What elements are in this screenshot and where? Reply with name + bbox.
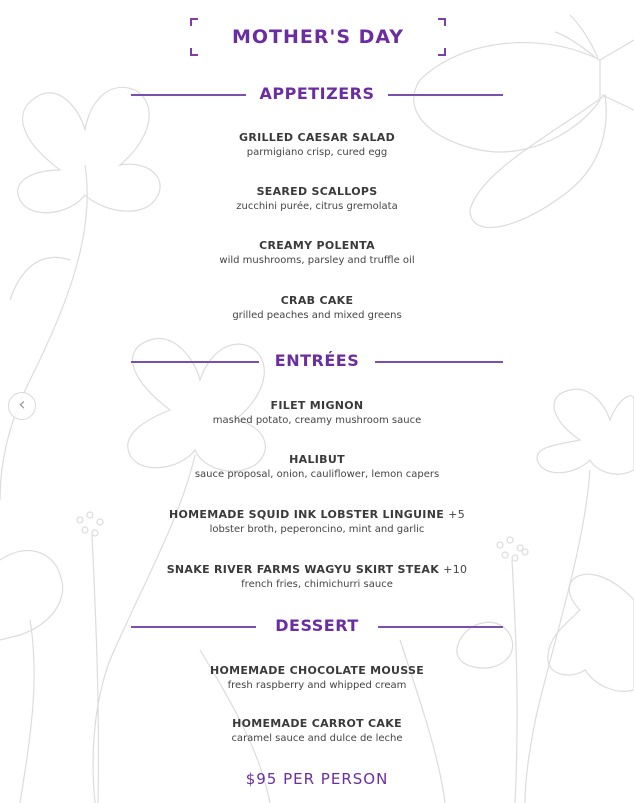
title-frame [190, 18, 446, 56]
section-title: DESSERT [275, 616, 359, 635]
menu-item [0, 508, 634, 536]
chevron-left-icon: ‹ [18, 394, 26, 415]
section-heading-entrees [131, 351, 503, 373]
item-name: HOMEMADE CARROT CAKE [232, 717, 402, 730]
menu-item [0, 399, 634, 427]
item-name: SNAKE RIVER FARMS WAGYU SKIRT STEAK [166, 563, 440, 576]
section-heading-appetizers [131, 84, 503, 106]
price-per-person: $95 PER PERSON [245, 770, 389, 788]
item-name: HALIBUT [289, 453, 345, 466]
item-description: sauce proposal, onion, cauliflower, lemon capers [194, 469, 440, 480]
frame-corner [438, 18, 446, 26]
item-name: HOMEMADE CHOCOLATE MOUSSE [209, 664, 425, 677]
section-title: APPETIZERS [259, 84, 375, 103]
item-description: parmigiano crisp, cured egg [246, 147, 388, 158]
item-description: mashed potato, creamy mushroom sauce [212, 415, 422, 426]
item-name: CRAB CAKE [280, 294, 354, 307]
item-description: grilled peaches and mixed greens [232, 310, 402, 321]
item-name: FILET MIGNON [270, 399, 364, 412]
menu-item [0, 453, 634, 481]
menu-item [0, 185, 634, 213]
section-title: ENTRÉES [274, 351, 360, 370]
item-name: HOMEMADE SQUID INK LOBSTER LINGUINE [168, 508, 445, 521]
item-name: CREAMY POLENTA [259, 239, 375, 252]
menu-item [0, 664, 634, 692]
menu-item [0, 239, 634, 267]
item-name: GRILLED CAESAR SALAD [238, 131, 395, 144]
menu-item [0, 294, 634, 322]
previous-button[interactable] [8, 392, 36, 420]
item-description: french fries, chimichurri sauce [241, 579, 393, 590]
frame-corner [190, 18, 198, 26]
item-description: zucchini purée, citrus gremolata [236, 201, 398, 212]
frame-corner [190, 48, 198, 56]
item-description: caramel sauce and dulce de leche [231, 733, 403, 744]
item-description: wild mushrooms, parsley and truffle oil [219, 255, 415, 266]
item-surcharge: +5 [448, 508, 465, 521]
item-surcharge: +10 [443, 563, 468, 576]
item-description: fresh raspberry and whipped cream [227, 680, 407, 691]
section-heading-dessert [131, 616, 503, 638]
item-name-line [0, 563, 634, 577]
item-name-line [0, 508, 634, 522]
item-name: SEARED SCALLOPS [256, 185, 378, 198]
page-title: MOTHER'S DAY [231, 26, 405, 48]
menu-item [0, 131, 634, 159]
frame-corner [438, 48, 446, 56]
menu-item [0, 717, 634, 745]
menu-item [0, 563, 634, 591]
item-description: lobster broth, peperoncino, mint and garlic [209, 524, 425, 535]
